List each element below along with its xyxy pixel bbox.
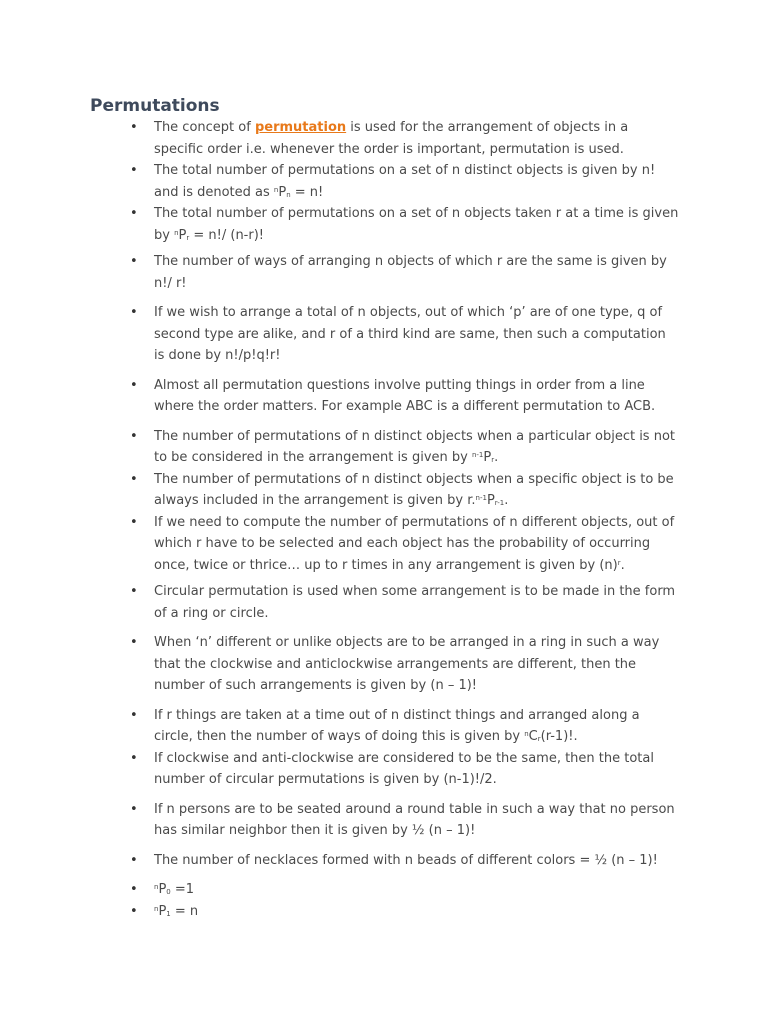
list-item [0, 375, 768, 418]
formula-superscript: n [273, 185, 279, 194]
bullet-icon: • [130, 707, 138, 723]
formula-superscript: n [154, 883, 159, 891]
permutation-facts-list [0, 117, 768, 922]
bullet-icon: • [130, 514, 138, 530]
list-item-text: Almost all permutation questions involve putting things in order from a line where the order matters. For example ABC is a different permutation to ACB. [154, 377, 656, 414]
formula-superscript: n-1 [471, 451, 484, 459]
list-item-text: The concept of [154, 120, 255, 135]
formula-subscript: r [537, 735, 541, 743]
bullet-icon: • [130, 120, 138, 135]
list-item [0, 901, 768, 923]
list-item [0, 879, 768, 901]
list-item-text: The number of necklaces formed with n beads of different colors = ½ (n – 1)! [154, 852, 658, 868]
permutation-link[interactable]: permutation [254, 120, 347, 135]
list-item-text: . [494, 450, 499, 465]
list-item [0, 302, 768, 367]
bullet-icon: • [130, 852, 138, 868]
formula-superscript: n [174, 228, 179, 237]
page-title: Permutations [90, 96, 220, 116]
bullet-icon: • [130, 750, 138, 766]
list-item [0, 512, 768, 577]
formula-subscript: 0 [166, 888, 171, 896]
list-item-text: . [620, 557, 625, 573]
bullet-icon: • [130, 903, 138, 919]
bullet-icon: • [130, 584, 138, 599]
formula-symbol: P [278, 184, 287, 200]
bullet-icon: • [130, 163, 138, 178]
list-item-text: If we need to compute the number of permutations of n different objects, out of which r have to be selected and each object has the probability of occurring once, twice or thrice… up to r times in any arrangement is given by (n) [154, 514, 675, 573]
list-item [0, 850, 768, 872]
list-item-text: When ‘n’ different or unlike objects are to be arranged in a ring in such a way that the clockwise and anticlockwise arrangements are different, then the number of such arrangements is given by (n – 1)! [154, 635, 660, 693]
list-item-text: If r things are taken at a time out of n distinct things and arranged along a circle, then the number of ways of doing this is given by [154, 707, 640, 744]
list-item-text: If we wish to arrange a total of n objects, out of which ‘p’ are of one type, q of second type are alike, and r of a third kind are same, then such a computation is done by n!/p!q!r! [154, 305, 666, 363]
list-item-text: = n! [290, 184, 324, 200]
list-item-text: = n [170, 903, 199, 919]
formula-subscript: r-1 [494, 499, 505, 507]
list-item [0, 469, 768, 512]
formula-symbol: P [158, 903, 167, 919]
list-item [0, 426, 768, 469]
list-item-text: = n!/ (n-r)! [189, 227, 264, 243]
bullet-icon: • [130, 428, 138, 444]
list-item-text: =1 [170, 882, 195, 897]
list-item-text: . [504, 493, 509, 508]
list-item [0, 160, 768, 203]
formula-exponent: r [617, 558, 621, 567]
formula-subscript: r [186, 233, 190, 242]
list-item [0, 581, 768, 624]
list-item [0, 632, 768, 697]
list-item-text: If n persons are to be seated around a round table in such a way that no person has similar neighbor then it is given by ½ (n – 1)! [154, 801, 675, 838]
list-item [0, 748, 768, 791]
bullet-icon: • [130, 471, 138, 487]
bullet-icon: • [130, 206, 138, 221]
bullet-icon: • [130, 254, 138, 269]
formula-superscript: n-1 [475, 494, 487, 502]
list-item [0, 117, 768, 160]
formula-subscript: n [286, 190, 291, 199]
list-item-text: (r-1)!. [540, 729, 578, 744]
list-item [0, 705, 768, 748]
bullet-icon: • [130, 801, 138, 817]
formula-subscript: 1 [166, 909, 171, 918]
formula-symbol: P [178, 227, 187, 243]
list-item-text: Circular permutation is used when some arrangement is to be made in the form of a ring or circle. [154, 584, 676, 621]
bullet-icon: • [130, 305, 138, 320]
bullet-icon: • [130, 882, 138, 897]
list-item-text: The number of ways of arranging n objects of which r are the same is given by n!/ r! [154, 254, 667, 291]
formula-symbol: P [486, 493, 495, 508]
list-item-text: The number of permutations of n distinct objects when a particular object is not to be considered in the arrangement is given by [154, 428, 675, 465]
formula-superscript: n [154, 904, 159, 913]
list-item [0, 203, 768, 246]
list-item-text: The number of permutations of n distinct objects when a specific object is to be always included in the arrangement is given by r. [154, 471, 674, 508]
bullet-icon: • [130, 377, 138, 393]
formula-subscript: r [491, 456, 495, 464]
list-item [0, 799, 768, 842]
list-item-text: is used for the arrangement of objects in a specific order i.e. whenever the order is important, permutation is used. [154, 120, 629, 157]
formula-symbol: C [528, 729, 538, 744]
list-item-text: The total number of permutations on a set of n objects taken r at a time is given by [154, 206, 679, 243]
formula-symbol: P [483, 450, 492, 465]
list-item [0, 251, 768, 294]
list-item-text: The total number of permutations on a set of n distinct objects is given by n! and is denoted as [154, 163, 656, 200]
bullet-icon: • [130, 635, 138, 650]
formula-superscript: n [524, 730, 529, 738]
list-item-text: If clockwise and anti-clockwise are considered to be the same, then the total number of circular permutations is given by (n-1)!/2. [154, 750, 654, 787]
formula-symbol: P [158, 882, 167, 897]
